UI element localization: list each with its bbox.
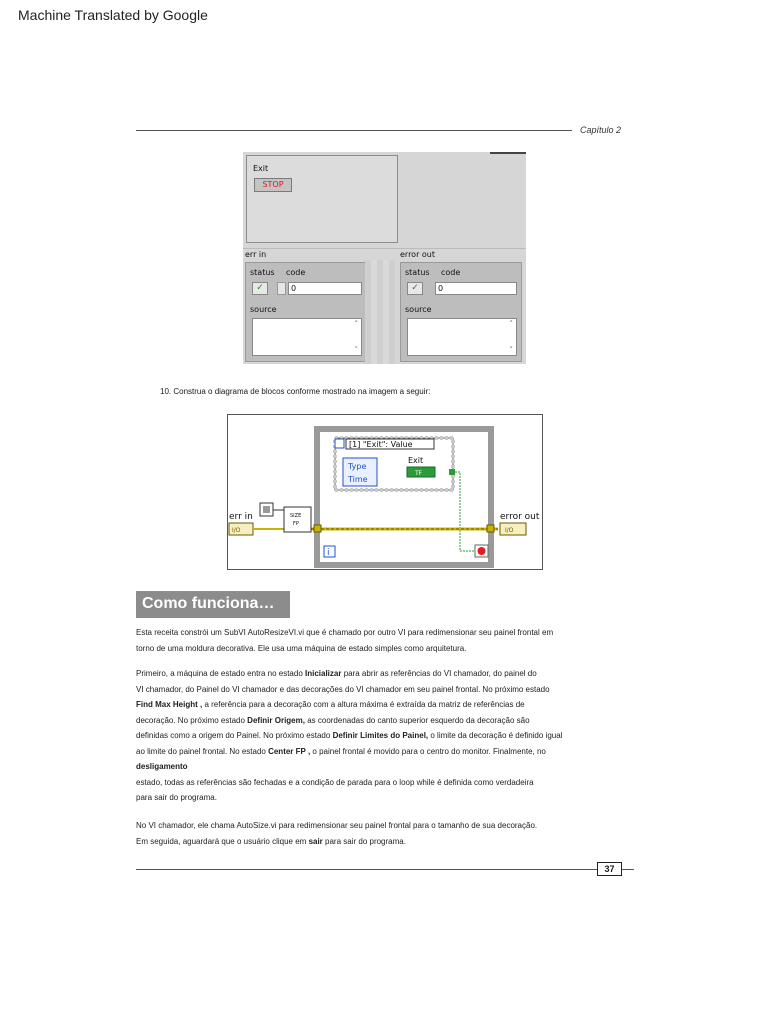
scroll-down-icon[interactable]: ˅ (509, 346, 513, 354)
err-in-cluster (245, 262, 367, 362)
text-run: Em seguida, aguardará que o usuário clique em (136, 836, 309, 846)
size-fp-subvi (284, 507, 311, 532)
scroll-up-icon[interactable]: ˄ (509, 320, 513, 328)
error-shift-left (314, 525, 321, 532)
paragraph-line (136, 834, 626, 850)
err-in-label: err in (245, 250, 267, 259)
paragraph-line (136, 744, 626, 760)
chapter-label: Capítulo 2 (580, 125, 622, 135)
error-out-code-label: code (441, 268, 461, 277)
error-out-terminal-text: I/O (505, 527, 514, 534)
size-fp-line1: SIZE (290, 513, 302, 519)
state-name-bold: Definir Origem, (247, 715, 305, 725)
block-diagram-screenshot (227, 414, 543, 570)
status-check-icon[interactable]: ✓ (252, 282, 268, 295)
boolean-wire (455, 472, 475, 551)
err-in-status-label: status (250, 268, 275, 277)
block-diagram-svg (228, 415, 543, 570)
paragraph-line: para sair do programa. (136, 793, 217, 802)
paragraph-line (136, 713, 626, 729)
err-in-source-field[interactable] (252, 318, 362, 356)
state-name-bold: desligamento (136, 762, 188, 771)
error-out-code-field: 0 (435, 282, 517, 295)
scroll-down-icon[interactable]: ˅ (354, 346, 358, 354)
state-name-bold: Definir Limites do Painel, (332, 731, 429, 740)
err-in-code-label: code (286, 268, 306, 277)
err-in-terminal-text: I/O (232, 527, 241, 534)
stop-button[interactable]: STOP (254, 178, 292, 192)
paragraph-intro (136, 625, 626, 656)
paragraph-state-machine (136, 666, 626, 806)
front-panel-screenshot (243, 152, 526, 364)
exit-decoration (246, 155, 398, 243)
size-fp-line2: FP (293, 521, 299, 527)
scroll-up-icon[interactable]: ˄ (354, 320, 358, 328)
code-spinner-icon[interactable] (277, 282, 286, 295)
panel-gap (365, 260, 395, 364)
paragraph-line: Esta receita constrói um SubVI AutoResizeVI.vi que é chamado por outro VI para redimensionar seu painel frontal em (136, 628, 554, 637)
tf-label: TF (415, 470, 423, 477)
paragraph-line (136, 666, 626, 682)
iteration-label: i (327, 548, 330, 558)
paragraph-line: torno de uma moldura decorativa. Ele usa uma máquina de estado simples como arquitetura. (136, 643, 467, 653)
exit-label: Exit (408, 456, 424, 465)
step-10-instruction: 10. Construa o diagrama de blocos conforme mostrado na imagem a seguir: (160, 387, 431, 396)
error-out-source-field (407, 318, 517, 356)
paragraph-line: VI chamador, do Painel do VI chamador e das decorações do VI chamador em seu painel frontal. No próximo estado (136, 684, 550, 694)
text-run: para sair do programa. (322, 836, 406, 846)
paragraph-line (136, 759, 626, 775)
type-label: Type (348, 462, 367, 471)
err-in-source-label: source (250, 305, 277, 314)
text-run: o painel frontal é movido para o centro do monitor. Finalmente, no (310, 746, 546, 756)
error-out-status-label: status (405, 268, 430, 277)
status-check-icon: ✓ (407, 282, 423, 295)
state-name-bold: Find Max Height , (136, 700, 203, 709)
text-run: ao limite do painel frontal. No estado (136, 746, 269, 756)
paragraph-line: No VI chamador, ele chama AutoSize.vi para redimensionar seu painel frontal para o tamanho de sua decoração. (136, 821, 538, 830)
stop-icon (478, 547, 486, 555)
state-name-bold: Inicializar (305, 669, 342, 678)
err-in-code-field[interactable]: 0 (288, 282, 362, 295)
text-run: Primeiro, a máquina de estado entra no estado (136, 669, 305, 678)
error-out-label: error out (400, 250, 436, 259)
this-vi-inner (263, 506, 270, 513)
header-rule (136, 130, 572, 131)
state-name-bold: Center FP , (268, 746, 311, 756)
text-run: o limite da decoração é definido igual (428, 731, 563, 740)
panel-edge-bar (490, 152, 526, 154)
error-out-source-label: source (405, 305, 432, 314)
section-heading: Como funciona… (136, 591, 290, 618)
error-out-cluster (400, 262, 522, 362)
paragraph-caller (136, 818, 626, 849)
panel-separator (243, 248, 526, 249)
paragraph-line: estado, todas as referências são fechadas e a condição de parada para o loop while é definida como verdadeira (136, 777, 534, 787)
timeout-icon (335, 439, 344, 448)
case-selector-text: [1] "Exit": Value (349, 440, 413, 449)
paragraph-line (136, 728, 626, 744)
button-name-bold: sair (308, 836, 323, 846)
paragraph-line (136, 697, 626, 713)
time-label: Time (348, 475, 368, 484)
exit-label: Exit (253, 164, 269, 173)
err-in-terminal-label: err in (229, 512, 253, 522)
error-out-terminal-label: error out (500, 512, 540, 522)
translation-banner: Machine Translated by Google (18, 7, 208, 23)
text-run: a referência para a decoração com a altura máxima é extraída da matriz de referências de (202, 700, 525, 709)
text-run: decoração. No próximo estado (136, 715, 248, 725)
footer-rule-tail (622, 869, 634, 870)
exit-tunnel (449, 469, 455, 475)
page-number: 37 (597, 862, 622, 876)
text-run: as coordenadas do canto superior esquerdo da decoração são (304, 715, 530, 725)
text-run: definidas como a origem do Painel. No próximo estado (136, 731, 333, 740)
text-run: para abrir as referências do VI chamador, do painel do (341, 669, 537, 678)
footer-rule (136, 869, 598, 870)
error-shift-right (487, 525, 494, 532)
